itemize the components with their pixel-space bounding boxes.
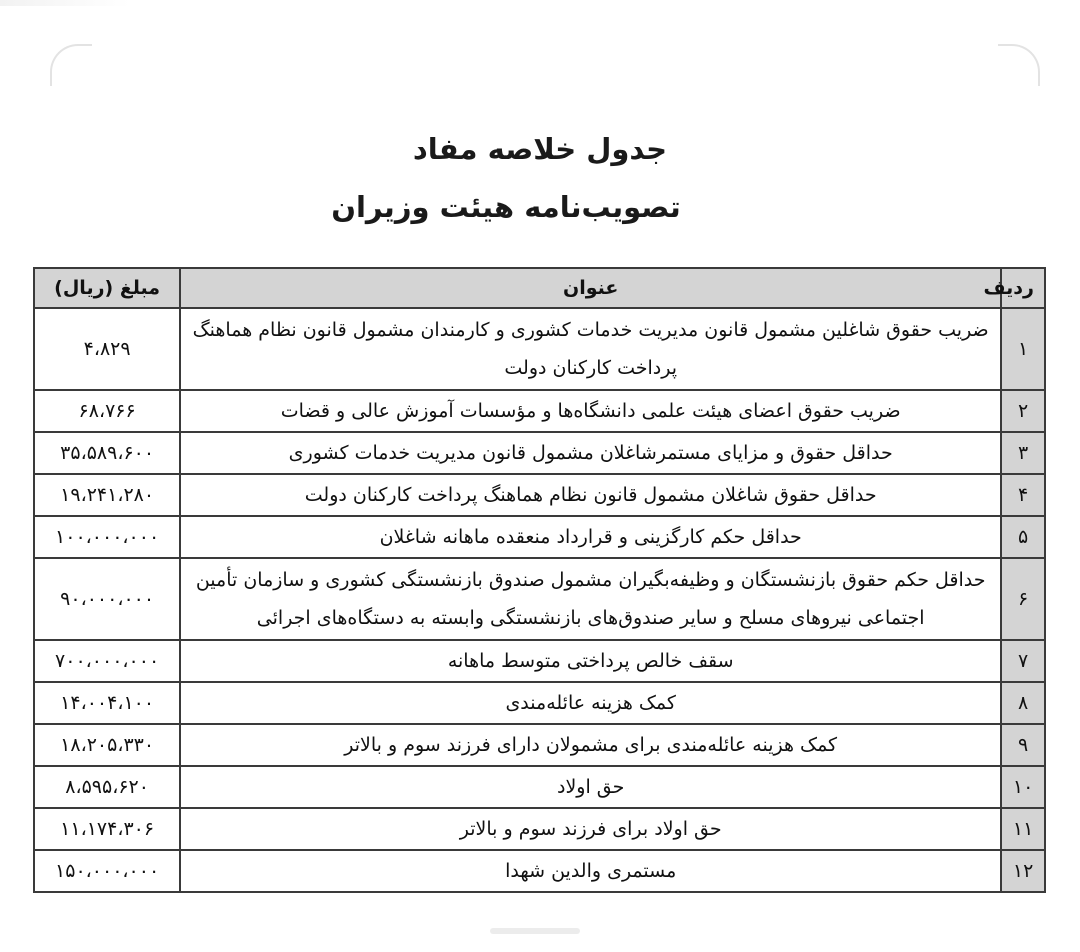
header-title: عنوان — [180, 268, 1001, 308]
row-title: کمک هزینه عائله‌مندی برای مشمولان دارای فرزند سوم و بالاتر — [180, 724, 1001, 766]
page-corner-right — [998, 44, 1040, 86]
row-title: حداقل حکم حقوق بازنشستگان و وظیفه‌بگیران مشمول صندوق بازنشستگی کشوری و سازمان تأمین اجتماعی نیروهای مسلح و سایر صندوق‌های بازنشستگی وابسته به دستگاه‌های اجرائی — [180, 558, 1001, 640]
row-title: مستمری والدین شهدا — [180, 850, 1001, 892]
row-amount: ۷۰۰،۰۰۰،۰۰۰ — [34, 640, 180, 682]
document-subtitle: تصویب‌نامه هیئت وزیران — [331, 190, 681, 224]
row-title: حق اولاد برای فرزند سوم و بالاتر — [180, 808, 1001, 850]
table-row — [34, 682, 1045, 724]
row-index: ۷ — [1001, 640, 1045, 682]
row-amount: ۱۵۰،۰۰۰،۰۰۰ — [34, 850, 180, 892]
table-row — [34, 724, 1045, 766]
table-row — [34, 516, 1045, 558]
row-index: ۹ — [1001, 724, 1045, 766]
row-index: ۵ — [1001, 516, 1045, 558]
document-title: جدول خلاصه مفاد — [412, 132, 668, 166]
row-title: حداقل حقوق شاغلان مشمول قانون نظام هماهنگ پرداخت کارکنان دولت — [180, 474, 1001, 516]
row-index: ۲ — [1001, 390, 1045, 432]
header-index: ردیف — [1001, 268, 1045, 308]
row-amount: ۴،۸۲۹ — [34, 308, 180, 390]
row-title: حداقل حکم کارگزینی و قرارداد منعقده ماهانه شاغلان — [180, 516, 1001, 558]
table-row — [34, 474, 1045, 516]
row-title: سقف خالص پرداختی متوسط ماهانه — [180, 640, 1001, 682]
row-title: ضریب حقوق شاغلین مشمول قانون مدیریت خدمات کشوری و کارمندان مشمول قانون نظام هماهنگ پرداخت کارکنان دولت — [180, 308, 1001, 390]
table-row — [34, 850, 1045, 892]
row-index: ۳ — [1001, 432, 1045, 474]
top-edge-mark — [0, 0, 130, 6]
bottom-edge-mark — [490, 928, 580, 934]
row-index: ۴ — [1001, 474, 1045, 516]
row-title: ضریب حقوق اعضای هیئت علمی دانشگاه‌ها و مؤسسات آموزش عالی و قضات — [180, 390, 1001, 432]
row-title: حداقل حقوق و مزایای مستمرشاغلان مشمول قانون مدیریت خدمات کشوری — [180, 432, 1001, 474]
row-amount: ۸،۵۹۵،۶۲۰ — [34, 766, 180, 808]
table-row — [34, 766, 1045, 808]
table-row — [34, 558, 1045, 640]
row-amount: ۱۸،۲۰۵،۳۳۰ — [34, 724, 180, 766]
table-row — [34, 308, 1045, 390]
row-amount: ۱۱،۱۷۴،۳۰۶ — [34, 808, 180, 850]
row-amount: ۱۹،۲۴۱،۲۸۰ — [34, 474, 180, 516]
row-index: ۸ — [1001, 682, 1045, 724]
row-index: ۱۰ — [1001, 766, 1045, 808]
row-amount: ۱۰۰،۰۰۰،۰۰۰ — [34, 516, 180, 558]
row-amount: ۱۴،۰۰۴،۱۰۰ — [34, 682, 180, 724]
row-title: حق اولاد — [180, 766, 1001, 808]
table-header-row — [34, 268, 1045, 308]
row-title: کمک هزینه عائله‌مندی — [180, 682, 1001, 724]
page-corner-left — [50, 44, 92, 86]
table-row — [34, 432, 1045, 474]
table-row — [34, 808, 1045, 850]
row-index: ۱ — [1001, 308, 1045, 390]
row-index: ۶ — [1001, 558, 1045, 640]
summary-table — [33, 267, 1046, 893]
table-row — [34, 640, 1045, 682]
row-index: ۱۱ — [1001, 808, 1045, 850]
row-amount: ۹۰،۰۰۰،۰۰۰ — [34, 558, 180, 640]
header-amount: مبلغ (ریال) — [34, 268, 180, 308]
table-row — [34, 390, 1045, 432]
row-amount: ۶۸،۷۶۶ — [34, 390, 180, 432]
row-amount: ۳۵،۵۸۹،۶۰۰ — [34, 432, 180, 474]
row-index: ۱۲ — [1001, 850, 1045, 892]
